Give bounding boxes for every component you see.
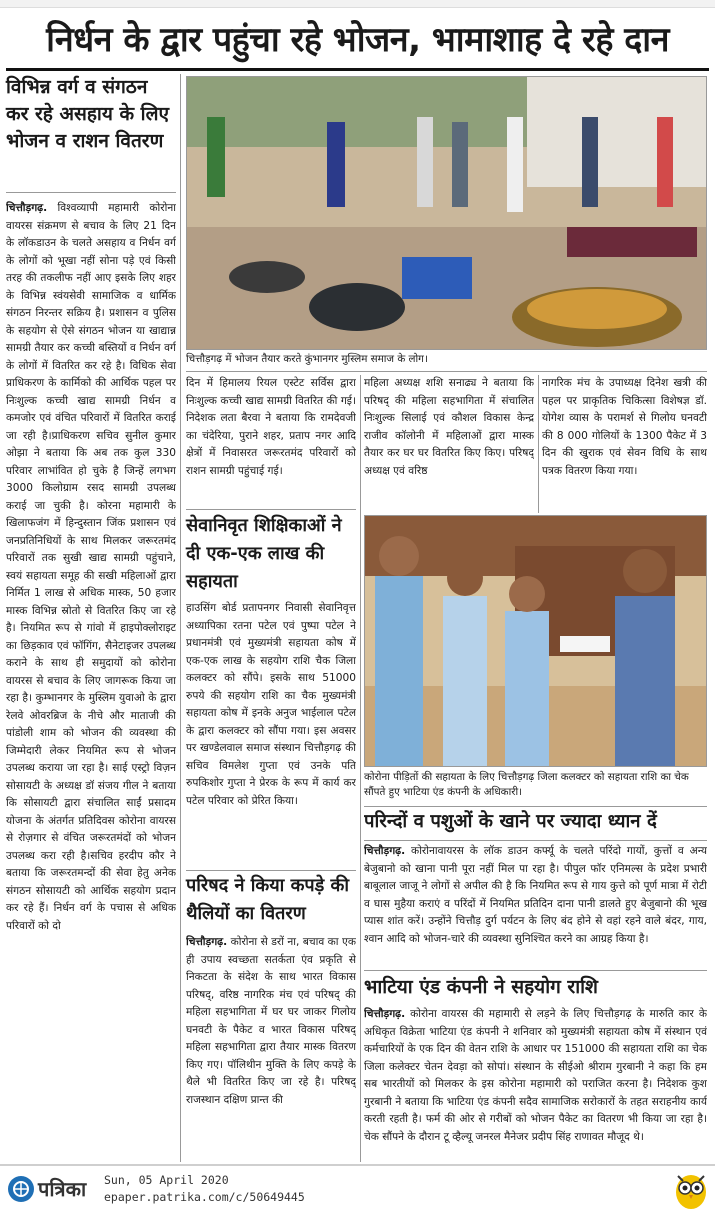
story5-title: भाटिया एंड कंपनी ने सहयोग राशि [364, 976, 598, 998]
story1-dateline: चित्तौड़गढ़. [6, 202, 48, 214]
patrika-brand: पत्रिका [38, 1177, 87, 1201]
story1-text: विश्वव्यापी महामारी कोरोना वायरस संक्रमण से बचाव के लिए 21 दिन के लॉकडाउन के चलते असहाय व निर्धन वर्ग के लोगों को भूखा नहीं सोना पड़े एवं किसी तरह की तकलीफ नहीं आए इसके लिए शहर के विभिन्न स्वंयसेवी सामाजिक व धार्मिक संगठन निरन्तर सक्रिय है। प्रशासन व पुलिस के सहयोग से ऐसे संगठन भोजन या खाद्यान्न सामग्री तैयार कर कच्ची बस्तियों व निर्धन वर्ग के लोगों में वितरित कर रहे है। विधिक सेवा प्राधिकरण के कार्मिको की आर्थिक पहल पर निःशुल्क कच्ची खाद्य सामग्री निर्धन व कमजोर एवं वंचित परिवारों में वितरित कराई जा रही है।प्राधिकरण सचिव सुनील कुमार ओझा ने बताया कि अब तक कुल 330 परिवार लाभांवित हो चुके है जिन्हें लगभग 3000 किलोग्राम रसद सामग्री उपलब्ध कराई जा चुकी है। कोरना महामारी के खिलाफजंग में हिन्दुस्तान जिंक प्रशासन एवं जनप्रतिनिधियों के साथ मिलकर जरूरतमंद परिवारों तक सुखी खाद्य सामग्री पहुंचाने, स्वयं सहायता समूह की सखी महिलाओं द्वारा निर्मित 1 लाख से अधिक मास्क, 50 हजार मास्क विभिन्न स्रोतो से वितरित किए जा रहे है। नियमित रूप से गांवो में हाइपोक्लोराइट का छिड़काव एवं फॉगिंग, सैनेटाइजर उपलब्ध कराने के साथ ही समुदायों को कोरोना वायरस से बचाव के लिए जागरूक किया जा रहा है। कुम्भानगर के मुस्लिम युवाओ के द्वारा रेलवे ओवरब्रिज के नीचे और माताजी की पांडोली शाम को भोजन की व्यवस्था की जिम्मेदारी लेकर नियमित रूप से भोजन उपलब्ध कराया जा रहा है। साई एस्ट्रो विज़न सोसायटी के अध्यक्ष डॉ संजय गील ने बताया कि सोसायटी द्वारा संचालित साईं प्रसादम योजना के अंतर्गत प्रतिदिवस कोरोना वायरस से रोज़गार से वंचित जरूरतमंदों को भोजन उपलब्ध करा रही है।सचिव हरदीप कौर ने बताया कि जरूरतमन्दों की सेवा हेतु अनेक संगठन सोसायटी को आर्थिक सहयोग प्रदान कर रहे हैं। निर्धन वर्ग के पचास से अधिक परिवारों को दो [6, 202, 176, 932]
column-divider [180, 74, 181, 1162]
story2-title: सेवानिवृत शिक्षिकाओं ने दी एक-एक लाख की सहायता [186, 515, 342, 592]
story3-text: कोरोना से डरों ना, बचाव का एक ही उपाय स्वच्छता सतर्कता एंव प्रकृति से निकटता के संदेश के साथ भारत विकास परिषद्, वरिष्ठ नागरिक मंच एवं परिषद् की महिला सहभागिता में घर घर जाकर गिलोय घनवटी के पैकेट व भारत विकास परिषद् महिला सहभागिता द्वारा तैयार मास्क वितरण किए गए। पॉलिथीन मुक्ति के लिए कपड़े के थैले भी वितरित किए जा रहे है। परिषद् राजस्थान दक्षिण प्रान्त की [186, 936, 356, 1106]
epaper-footer [0, 1164, 715, 1213]
story2-body: हाउसिंग बोर्ड प्रतापनगर निवासी सेवानिवृत्त अध्यापिका रतना पटेल एवं पुष्पा पटेल ने प्रधानमंत्री एवं मुख्यमंत्री सहायता कोष में एक-एक लाख के सहयोग राशि चैक जिला कलक्टर को सौंपे। इसके साथ 51000 रुपये की सहयोग राशि का चैक मुख्यमंत्री सहायता कोष में इनके अनुज भाईलाल पटेल के द्वारा कलक्टर को सौंपा गया। इस अवसर पर खण्डेलवाल समाज संस्थान चित्तौड़गढ़ की सचिव विमलेश गुप्ता एवं उनके पति रुपकिशोर गुप्ता ने प्रेरक के रूप में कार्य कर पटेल परिवार को प्रेरित किया। [186, 602, 356, 807]
story3-top-rule [186, 870, 356, 871]
story3-body [186, 934, 356, 1162]
column-divider [360, 513, 361, 1162]
photo1-rule [186, 371, 707, 372]
story5-dateline: चित्तौड़गढ़. [364, 1008, 406, 1020]
photo2-rule [364, 806, 707, 807]
photo1-caption: चित्तौड़गढ़ में भोजन तैयार करते कुंभानगर मुस्लिम समाज के लोग। [186, 353, 428, 365]
story3-title: परिषद ने किया कपड़े की थैलियों का वितरण [186, 875, 350, 924]
cheque-handover-image [365, 516, 707, 767]
story5-text: कोरोना वायरस की महामारी से लड़ने के लिए चित्तौड़गढ़ के मारुति कार के अधिकृत विक्रेता भाटिया एंड कंपनी ने शनिवार को मुख्यमंत्री सहायता कोष में संस्थान एवं कर्मचारियों के एक दिन की वेतन राशि के आधार पर 151000 की सहायता राशि का चेक जिला कलेक्टर चेतन देवड़ा को सोपां। संस्थान के सीईओ श्रीराम गुरबानी ने कहा कि हम सब भारतीयों को मिलकर के इस कोरोना महामारी को पराजित करना है। निदेशक कुश गुरबानी ने बताया कि भाटिया एंड कंपनी सदैव सामाजिक सरोकारों के तहत सराहनीय कार्य करती रहती है। फर्म की ओर से गरीबों को भोजन पैकेट का वितरण भी किया जा रहा है। चेक सौंपने के दौरान टू व्हैल्यू जनरल मैनेजर प्रदीप सिंह राणावत मौजूद थे। [364, 1008, 707, 1143]
food-preparation-image [187, 77, 707, 350]
photo2-caption: कोरोना पीड़ितों की सहायता के लिए चित्तौड़गढ़ जिला कलक्टर को सहायता राशि का चेक सौंपते हुए भाटिया एंड कंपनी के अधिकारी। [364, 771, 689, 798]
story1-continued: दिन में हिमालय रियल एस्टेट सर्विस द्वारा निःशुल्क कच्ची खाद्य सामग्री वितरित की गई। निदेशक लता बैरवा ने बताया कि रामदेवजी का चंदेरिया, पुराने शहर, प्रताप नगर आदि क्षेत्रों में निवासरत जरूरतमंद परिवारों को राशन सामग्री पहुंचाई गई। [186, 377, 356, 477]
story4-body [364, 843, 707, 967]
page-headline: निर्धन के द्वार पहुंचा रहे भोजन, भामाशाह दे रहे दान [46, 20, 669, 60]
patrika-logo-icon [8, 1176, 34, 1202]
story1-body [6, 200, 176, 1162]
column-divider [360, 375, 361, 513]
story1-title-rule [6, 192, 176, 193]
story2-top-rule [186, 509, 356, 510]
story4-dateline: चित्तौड़गढ़. [364, 845, 406, 857]
story5-body [364, 1006, 707, 1162]
headline-rule [6, 68, 709, 71]
story4-title: परिन्दों व पशुओं के खाने पर ज्यादा ध्यान दें [364, 811, 657, 832]
footer-url[interactable]: epaper.patrika.com/c/50649445 [104, 1190, 305, 1204]
story4-title-rule [364, 840, 707, 841]
story3-dateline: चित्तौड़गढ़. [186, 936, 228, 948]
cheque-handover-photo [364, 515, 707, 767]
top-strip [0, 0, 715, 8]
owl-mascot-icon [674, 1170, 708, 1210]
mahila-story-body: महिला अध्यक्ष शशि सनाढ्य ने बताया कि परिषद् की महिला सहभागिता में संचालित निःशुल्क सिलाई एवं कौशल विकास केन्द्र राजीव कॉलोनी में महिलाओं द्वारा मास्क तैयार कर घर घर वितरित किए किए। परिषद् अध्यक्ष एवं वरिष्ठ [364, 377, 534, 477]
footer-date: Sun, 05 April 2020 [104, 1173, 229, 1187]
nagrik-story-body: नागरिक मंच के उपाध्यक्ष दिनेश खत्री की पहल पर प्राकृतिक चिकित्सा विशेषज्ञ डॉ. योगेश व्यास के परामर्श से गिलोय घनवटी की 8 000 गोलियों के 1300 पैकेट में 3 दिन की खुराक एवं सेवन विधि के साथ पत्रक वितरण किया गया। [542, 377, 707, 477]
story5-top-rule [364, 970, 707, 971]
food-preparation-photo [186, 76, 707, 350]
story4-text: कोरोनावायरस के लॉक डाउन कर्फ्यू के चलते परिंदो गायों, कुत्तों व अन्य बेजुबानो को खाना पानी पूरा नहीं मिल पा रहा है। पीपुल फॉर एनिमल्स के प्रदेश प्रभारी बाबूलाल जाजू ने लोगों से अपील की है कि नियमित रूप से गाय कुत्ते को पूर्ण मात्रा में रोटी व घास मुहैया कराएं व परिंदों में नियमित प्रतिदिन दाना पानी डालते हुए बेजुबानो की भूख प्यास शांत करें। उन्होंने चित्तौड़ दुर्ग पर्यटन के लिए बंद होने से वहां रहने वाले बंदर, गाय, श्वान आदि को भोजन-चारे की व्यवस्था सुनिश्चित करने का आग्रह किया है। [364, 845, 707, 945]
column-divider [538, 375, 539, 513]
story1-title: विभिन्न वर्ग व संगठन कर रहे असहाय के लिए भोजन व राशन वितरण [6, 76, 169, 152]
